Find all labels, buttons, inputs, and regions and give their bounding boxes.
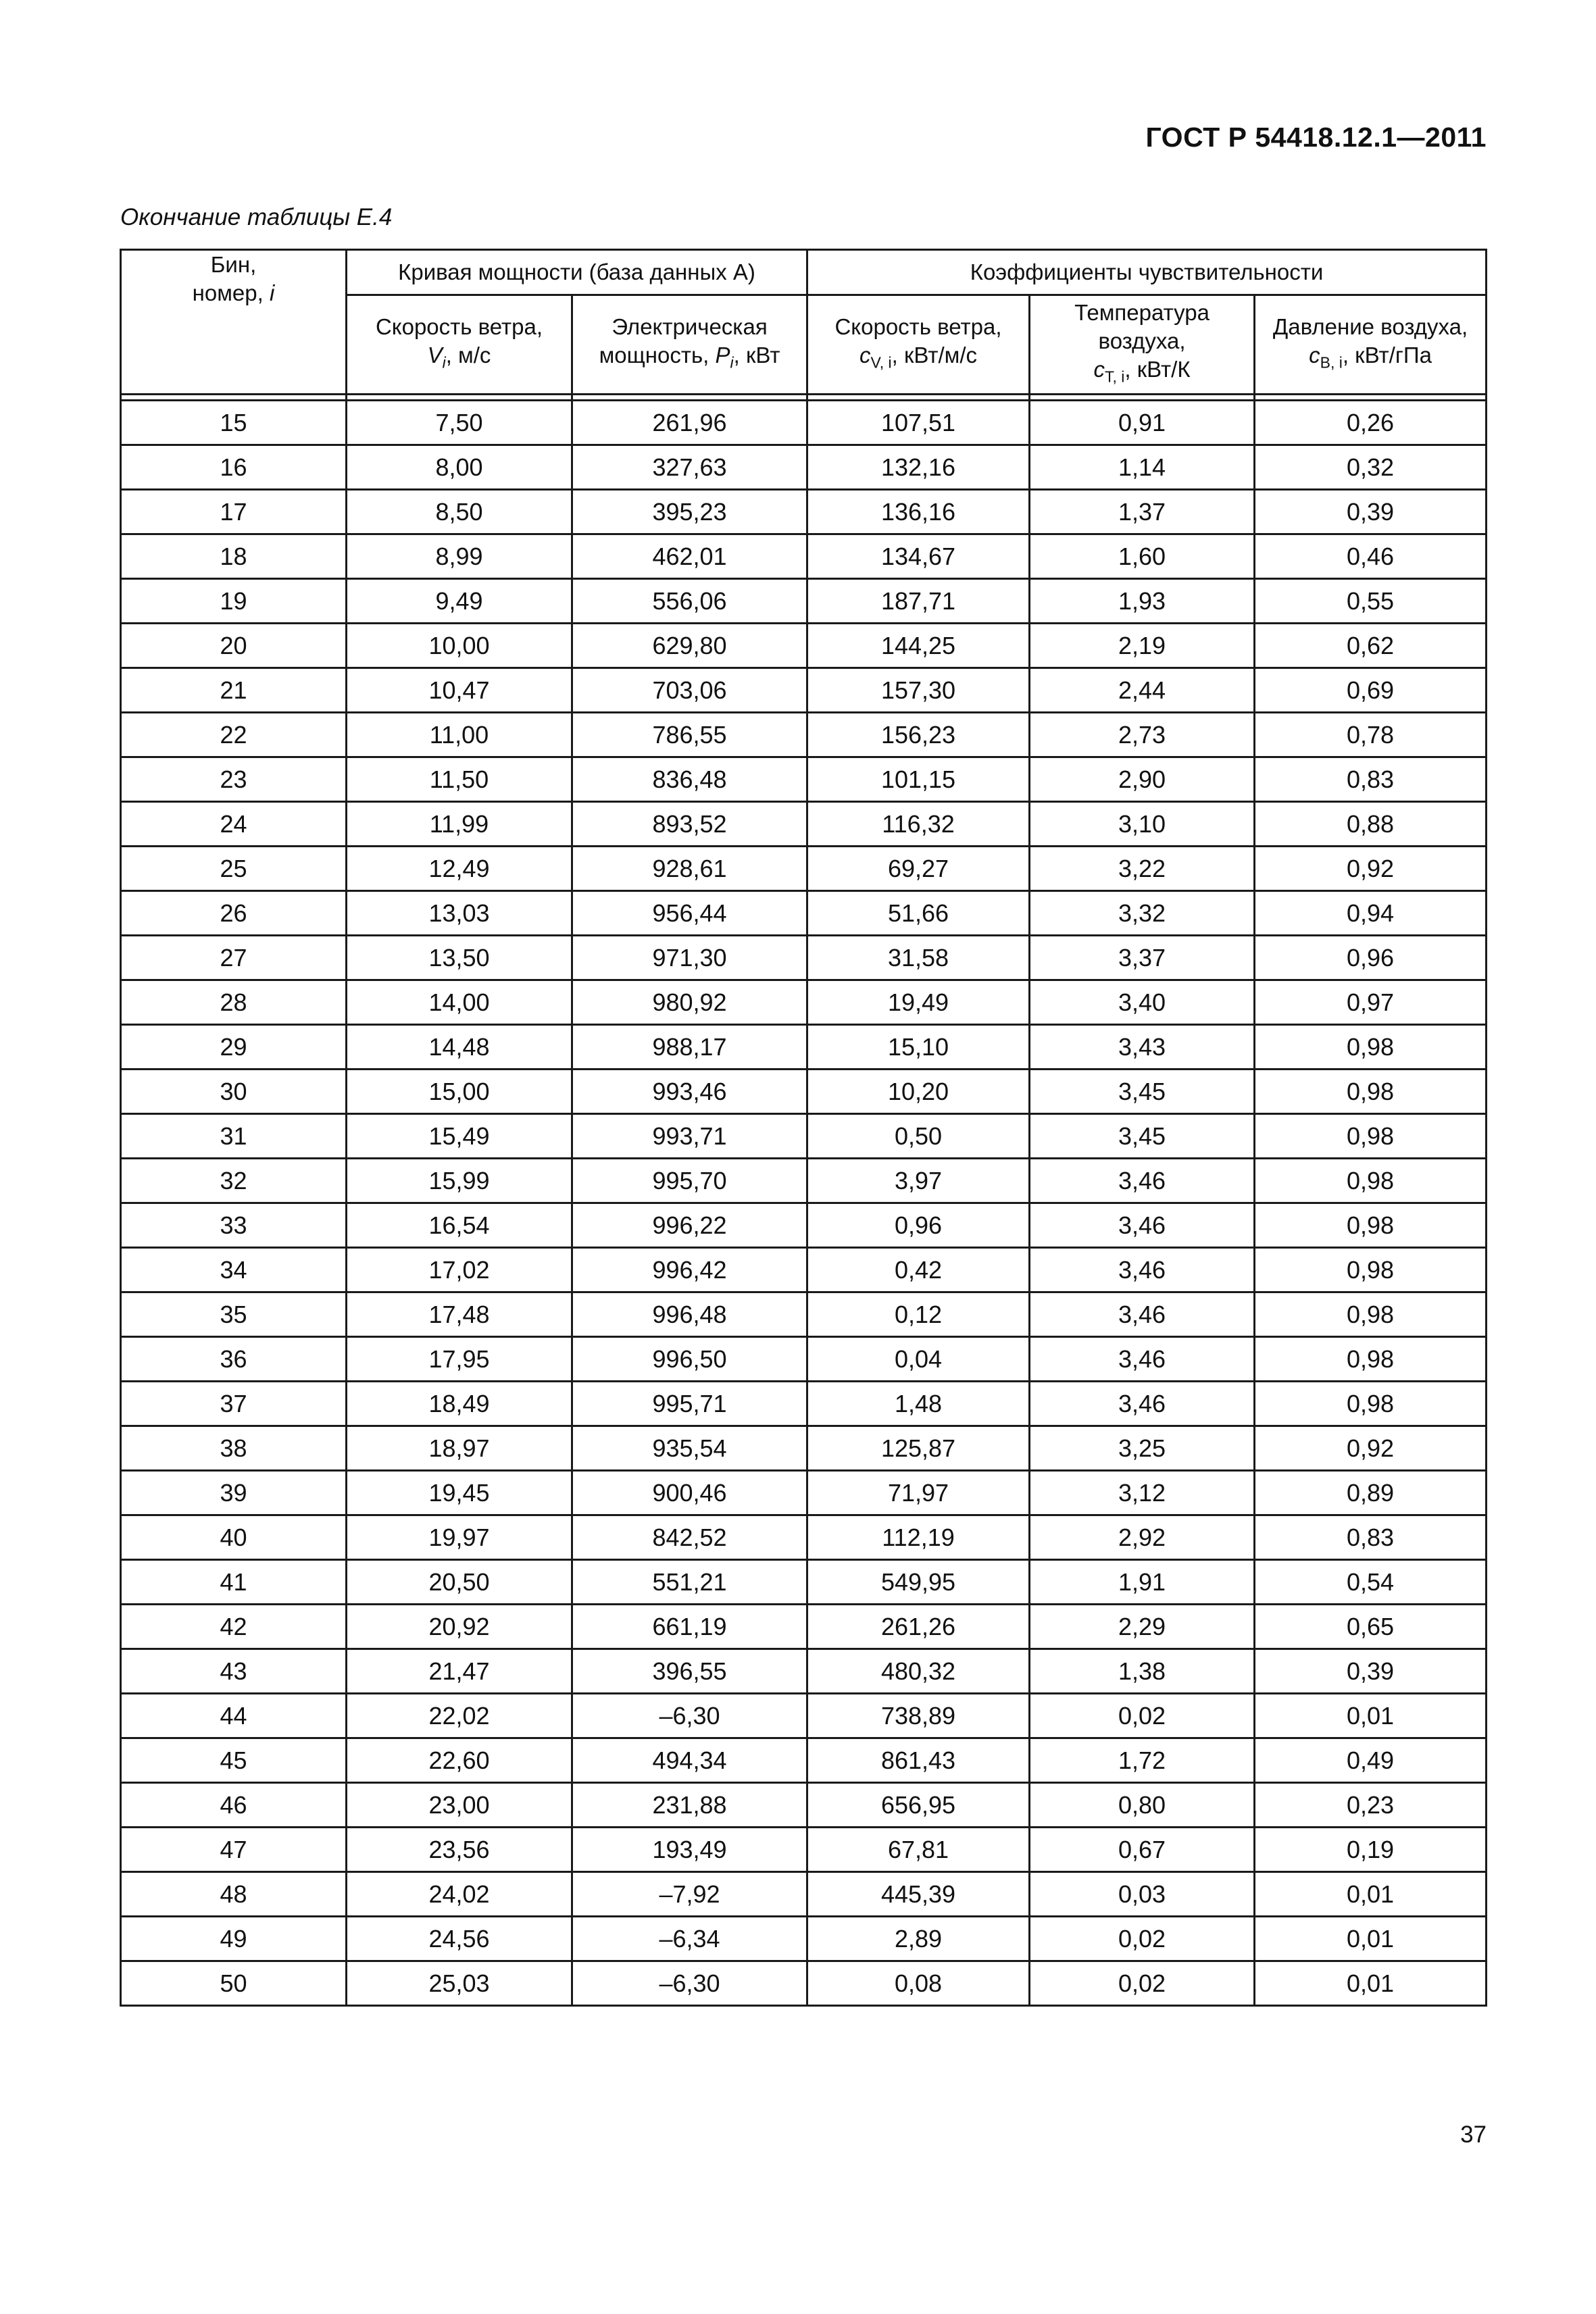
ct-cell: 2,44 <box>1030 668 1255 713</box>
cv-cell: 144,25 <box>807 624 1030 668</box>
ct-cell: 3,37 <box>1030 936 1255 980</box>
ct-cell: 1,91 <box>1030 1560 1255 1605</box>
bin-number-cell: 44 <box>121 1694 347 1738</box>
separator-cell <box>1030 395 1255 401</box>
cb-cell: 0,98 <box>1255 1292 1487 1337</box>
electric-power-cell: 988,17 <box>572 1025 807 1070</box>
ct-cell: 3,43 <box>1030 1025 1255 1070</box>
bin-number-cell: 31 <box>121 1114 347 1159</box>
cb-cell: 0,98 <box>1255 1337 1487 1382</box>
bin-number-cell: 49 <box>121 1917 347 1961</box>
separator-cell <box>121 395 347 401</box>
wind-speed-cell: 17,02 <box>347 1248 572 1292</box>
cv-cell: 3,97 <box>807 1159 1030 1203</box>
bin-number-cell: 38 <box>121 1426 347 1471</box>
cb-cell: 0,89 <box>1255 1471 1487 1515</box>
wind-speed-cell: 12,49 <box>347 847 572 891</box>
cb-cell: 0,55 <box>1255 579 1487 624</box>
ct-cell: 2,19 <box>1030 624 1255 668</box>
bin-number-cell: 32 <box>121 1159 347 1203</box>
cv-cell: 187,71 <box>807 579 1030 624</box>
ct-cell: 3,25 <box>1030 1426 1255 1471</box>
electric-power-cell: 396,55 <box>572 1649 807 1694</box>
electric-power-cell: 261,96 <box>572 401 807 445</box>
ct-cell: 3,45 <box>1030 1114 1255 1159</box>
cv-cell: 738,89 <box>807 1694 1030 1738</box>
cb-cell: 0,01 <box>1255 1872 1487 1917</box>
bin-header-line2: номер, <box>192 280 270 305</box>
bin-number-cell: 25 <box>121 847 347 891</box>
cv-cell: 156,23 <box>807 713 1030 757</box>
electric-power-column-header <box>572 295 807 395</box>
ct-header-line1: Температура <box>1074 299 1210 325</box>
bin-number-cell: 28 <box>121 980 347 1025</box>
cv-cell: 0,96 <box>807 1203 1030 1248</box>
wind-speed-header-line1: Скорость ветра, <box>375 313 543 339</box>
table-row <box>121 1560 1487 1605</box>
ct-cell: 0,67 <box>1030 1828 1255 1872</box>
electric-power-cell: –6,34 <box>572 1917 807 1961</box>
table-row <box>121 1961 1487 2006</box>
ct-cell: 3,40 <box>1030 980 1255 1025</box>
electric-power-cell: 893,52 <box>572 802 807 847</box>
sensitivity-group-header: Коэффициенты чувствительности <box>807 250 1487 295</box>
bin-number-cell: 40 <box>121 1515 347 1560</box>
ct-cell: 0,02 <box>1030 1961 1255 2006</box>
cv-cell: 2,89 <box>807 1917 1030 1961</box>
cb-cell: 0,65 <box>1255 1605 1487 1649</box>
electric-power-cell: 996,42 <box>572 1248 807 1292</box>
wind-speed-cell: 19,97 <box>347 1515 572 1560</box>
electric-power-cell: 786,55 <box>572 713 807 757</box>
electric-power-cell: 993,71 <box>572 1114 807 1159</box>
wind-speed-cell: 17,48 <box>347 1292 572 1337</box>
cv-cell: 134,67 <box>807 534 1030 579</box>
bin-number-cell: 50 <box>121 1961 347 2006</box>
cb-cell: 0,98 <box>1255 1248 1487 1292</box>
table-row <box>121 1159 1487 1203</box>
electric-power-cell: –7,92 <box>572 1872 807 1917</box>
header-row-groups <box>121 250 1487 295</box>
table-row <box>121 1738 1487 1783</box>
electric-power-cell: –6,30 <box>572 1961 807 2006</box>
bin-number-cell: 24 <box>121 802 347 847</box>
bin-number-cell: 46 <box>121 1783 347 1828</box>
cb-cell: 0,97 <box>1255 980 1487 1025</box>
ct-cell: 3,32 <box>1030 891 1255 936</box>
table-row <box>121 1471 1487 1515</box>
wind-speed-cell: 24,56 <box>347 1917 572 1961</box>
table-body <box>121 401 1487 2006</box>
cv-cell: 107,51 <box>807 401 1030 445</box>
ct-header-var: c <box>1093 356 1105 382</box>
bin-number-cell: 43 <box>121 1649 347 1694</box>
wind-speed-cell: 8,50 <box>347 490 572 534</box>
electric-power-cell: 996,48 <box>572 1292 807 1337</box>
cv-cell: 19,49 <box>807 980 1030 1025</box>
table-row <box>121 534 1487 579</box>
cv-cell: 261,26 <box>807 1605 1030 1649</box>
cv-cell: 101,15 <box>807 757 1030 802</box>
bin-number-cell: 47 <box>121 1828 347 1872</box>
cb-cell: 0,98 <box>1255 1382 1487 1426</box>
electric-power-cell: 231,88 <box>572 1783 807 1828</box>
bin-number-cell: 48 <box>121 1872 347 1917</box>
table-row <box>121 1605 1487 1649</box>
table-row <box>121 1694 1487 1738</box>
electric-power-cell: 551,21 <box>572 1560 807 1605</box>
cb-cell: 0,54 <box>1255 1560 1487 1605</box>
cb-header-unit: , кВт/гПа <box>1342 342 1432 368</box>
wind-speed-cell: 22,60 <box>347 1738 572 1783</box>
wind-speed-cell: 15,49 <box>347 1114 572 1159</box>
electric-power-cell: 842,52 <box>572 1515 807 1560</box>
cb-cell: 0,83 <box>1255 757 1487 802</box>
cb-header-var: c <box>1309 342 1320 368</box>
ct-cell: 3,46 <box>1030 1159 1255 1203</box>
wind-speed-cell: 20,50 <box>347 1560 572 1605</box>
cb-cell: 0,98 <box>1255 1203 1487 1248</box>
table-row <box>121 1025 1487 1070</box>
bin-number-cell: 23 <box>121 757 347 802</box>
ct-cell: 0,80 <box>1030 1783 1255 1828</box>
wind-speed-cell: 14,48 <box>347 1025 572 1070</box>
ct-cell: 3,46 <box>1030 1337 1255 1382</box>
wind-speed-header-unit: , м/с <box>445 342 491 368</box>
cb-cell: 0,83 <box>1255 1515 1487 1560</box>
ct-cell: 1,72 <box>1030 1738 1255 1783</box>
cb-cell: 0,01 <box>1255 1917 1487 1961</box>
electric-power-cell: 193,49 <box>572 1828 807 1872</box>
cv-header-sub: V, i <box>870 353 892 372</box>
table-row <box>121 1382 1487 1426</box>
cv-cell: 1,48 <box>807 1382 1030 1426</box>
wind-speed-cell: 10,00 <box>347 624 572 668</box>
bin-number-cell: 41 <box>121 1560 347 1605</box>
electric-power-cell: 661,19 <box>572 1605 807 1649</box>
cb-cell: 0,26 <box>1255 401 1487 445</box>
table-row <box>121 1828 1487 1872</box>
ct-cell: 0,02 <box>1030 1694 1255 1738</box>
electric-power-cell: 995,71 <box>572 1382 807 1426</box>
cv-cell: 15,10 <box>807 1025 1030 1070</box>
ct-cell: 3,46 <box>1030 1382 1255 1426</box>
cb-cell: 0,49 <box>1255 1738 1487 1783</box>
cv-cell: 480,32 <box>807 1649 1030 1694</box>
ct-cell: 1,60 <box>1030 534 1255 579</box>
wind-speed-cell: 18,97 <box>347 1426 572 1471</box>
bin-number-cell: 37 <box>121 1382 347 1426</box>
table-row <box>121 1114 1487 1159</box>
cb-cell: 0,98 <box>1255 1114 1487 1159</box>
cv-cell: 656,95 <box>807 1783 1030 1828</box>
cb-cell: 0,92 <box>1255 1426 1487 1471</box>
table-row <box>121 1337 1487 1382</box>
ct-cell: 2,92 <box>1030 1515 1255 1560</box>
cb-cell: 0,69 <box>1255 668 1487 713</box>
cv-cell: 10,20 <box>807 1070 1030 1114</box>
ct-cell: 1,93 <box>1030 579 1255 624</box>
table-row <box>121 1203 1487 1248</box>
ct-cell: 1,14 <box>1030 445 1255 490</box>
bin-number-cell: 42 <box>121 1605 347 1649</box>
electric-power-cell: 935,54 <box>572 1426 807 1471</box>
wind-speed-cell: 23,00 <box>347 1783 572 1828</box>
ct-cell: 3,12 <box>1030 1471 1255 1515</box>
cb-cell: 0,23 <box>1255 1783 1487 1828</box>
table-row <box>121 1248 1487 1292</box>
electric-power-cell: 836,48 <box>572 757 807 802</box>
ct-cell: 2,29 <box>1030 1605 1255 1649</box>
cv-cell: 132,16 <box>807 445 1030 490</box>
cb-cell: 0,92 <box>1255 847 1487 891</box>
ct-cell: 0,03 <box>1030 1872 1255 1917</box>
wind-speed-cell: 11,50 <box>347 757 572 802</box>
ct-cell: 2,90 <box>1030 757 1255 802</box>
bin-number-cell: 20 <box>121 624 347 668</box>
cv-cell: 0,50 <box>807 1114 1030 1159</box>
table-row <box>121 713 1487 757</box>
cv-cell: 0,08 <box>807 1961 1030 2006</box>
wind-speed-cell: 17,95 <box>347 1337 572 1382</box>
cb-cell: 0,46 <box>1255 534 1487 579</box>
ct-cell: 2,73 <box>1030 713 1255 757</box>
cb-cell: 0,98 <box>1255 1070 1487 1114</box>
bin-column-header <box>121 250 347 395</box>
cb-header-line1: Давление воздуха, <box>1272 313 1468 339</box>
wind-speed-cell: 7,50 <box>347 401 572 445</box>
table-row <box>121 980 1487 1025</box>
bin-number-cell: 36 <box>121 1337 347 1382</box>
header-separator-row <box>121 395 1487 401</box>
cv-column-header <box>807 295 1030 395</box>
table-row <box>121 1515 1487 1560</box>
cv-cell: 157,30 <box>807 668 1030 713</box>
wind-speed-cell: 15,99 <box>347 1159 572 1203</box>
cb-cell: 0,19 <box>1255 1828 1487 1872</box>
table-row <box>121 1292 1487 1337</box>
wind-speed-cell: 14,00 <box>347 980 572 1025</box>
table-row <box>121 802 1487 847</box>
wind-speed-cell: 20,92 <box>347 1605 572 1649</box>
cb-cell: 0,98 <box>1255 1025 1487 1070</box>
wind-speed-cell: 9,49 <box>347 579 572 624</box>
ct-cell: 1,38 <box>1030 1649 1255 1694</box>
cv-cell: 0,12 <box>807 1292 1030 1337</box>
ct-cell: 3,10 <box>1030 802 1255 847</box>
cb-cell: 0,39 <box>1255 490 1487 534</box>
electric-power-cell: 900,46 <box>572 1471 807 1515</box>
electric-power-cell: 462,01 <box>572 534 807 579</box>
table-row <box>121 490 1487 534</box>
cv-header-line1: Скорость ветра, <box>834 313 1002 339</box>
cb-cell: 0,78 <box>1255 713 1487 757</box>
table-row <box>121 1649 1487 1694</box>
ct-cell: 3,46 <box>1030 1203 1255 1248</box>
cb-cell: 0,01 <box>1255 1694 1487 1738</box>
power-curve-group-header: Кривая мощности (база данных А) <box>347 250 807 295</box>
wind-speed-cell: 8,99 <box>347 534 572 579</box>
electric-power-cell: 956,44 <box>572 891 807 936</box>
ct-column-header <box>1030 295 1255 395</box>
electric-power-cell: 971,30 <box>572 936 807 980</box>
table-row <box>121 1872 1487 1917</box>
ct-cell: 3,46 <box>1030 1292 1255 1337</box>
table-row <box>121 445 1487 490</box>
wind-speed-cell: 15,00 <box>347 1070 572 1114</box>
table-row <box>121 1783 1487 1828</box>
bin-number-cell: 39 <box>121 1471 347 1515</box>
ct-cell: 3,22 <box>1030 847 1255 891</box>
electric-power-cell: 928,61 <box>572 847 807 891</box>
ct-cell: 1,37 <box>1030 490 1255 534</box>
wind-speed-cell: 13,03 <box>347 891 572 936</box>
bin-number-cell: 34 <box>121 1248 347 1292</box>
wind-speed-cell: 10,47 <box>347 668 572 713</box>
electric-power-header-sub: i <box>730 353 734 372</box>
bin-number-cell: 22 <box>121 713 347 757</box>
bin-header-var: i <box>269 280 275 305</box>
wind-speed-cell: 21,47 <box>347 1649 572 1694</box>
ct-cell: 3,46 <box>1030 1248 1255 1292</box>
electric-power-cell: 556,06 <box>572 579 807 624</box>
wind-speed-cell: 19,45 <box>347 1471 572 1515</box>
table-row <box>121 757 1487 802</box>
bin-number-cell: 35 <box>121 1292 347 1337</box>
bin-number-cell: 29 <box>121 1025 347 1070</box>
cv-cell: 125,87 <box>807 1426 1030 1471</box>
wind-speed-header-var: V <box>427 342 443 368</box>
cv-cell: 69,27 <box>807 847 1030 891</box>
ct-header-line2: воздуха, <box>1098 328 1186 353</box>
bin-header-line1: Бин, <box>210 252 257 277</box>
electric-power-cell: 996,50 <box>572 1337 807 1382</box>
wind-speed-header-sub: i <box>442 353 446 372</box>
cv-cell: 861,43 <box>807 1738 1030 1783</box>
electric-power-cell: 703,06 <box>572 668 807 713</box>
bin-number-cell: 21 <box>121 668 347 713</box>
ct-cell: 0,02 <box>1030 1917 1255 1961</box>
cb-cell: 0,88 <box>1255 802 1487 847</box>
cv-cell: 116,32 <box>807 802 1030 847</box>
cb-cell: 0,39 <box>1255 1649 1487 1694</box>
electric-power-cell: 327,63 <box>572 445 807 490</box>
separator-cell <box>1255 395 1487 401</box>
wind-speed-cell: 8,00 <box>347 445 572 490</box>
cv-header-var: c <box>859 342 871 368</box>
cb-cell: 0,01 <box>1255 1961 1487 2006</box>
bin-number-cell: 33 <box>121 1203 347 1248</box>
bin-number-cell: 16 <box>121 445 347 490</box>
ct-cell: 0,91 <box>1030 401 1255 445</box>
wind-speed-cell: 18,49 <box>347 1382 572 1426</box>
cv-cell: 445,39 <box>807 1872 1030 1917</box>
cb-column-header <box>1255 295 1487 395</box>
cv-cell: 0,42 <box>807 1248 1030 1292</box>
separator-cell <box>807 395 1030 401</box>
wind-speed-column-header <box>347 295 572 395</box>
table-row <box>121 847 1487 891</box>
cb-cell: 0,62 <box>1255 624 1487 668</box>
bin-number-cell: 45 <box>121 1738 347 1783</box>
ct-header-unit: , кВт/К <box>1124 356 1191 382</box>
cv-header-unit: , кВт/м/с <box>891 342 977 368</box>
cv-cell: 112,19 <box>807 1515 1030 1560</box>
electric-power-cell: –6,30 <box>572 1694 807 1738</box>
cv-cell: 71,97 <box>807 1471 1030 1515</box>
cv-cell: 31,58 <box>807 936 1030 980</box>
cv-cell: 136,16 <box>807 490 1030 534</box>
cb-cell: 0,94 <box>1255 891 1487 936</box>
electric-power-header-line1: Электрическая <box>612 313 768 339</box>
table-row <box>121 624 1487 668</box>
electric-power-header-unit: , кВт <box>733 342 780 368</box>
cb-header-sub: B, i <box>1320 353 1343 372</box>
cv-cell: 51,66 <box>807 891 1030 936</box>
wind-speed-cell: 22,02 <box>347 1694 572 1738</box>
page-number: 37 <box>1460 2121 1487 2148</box>
cb-cell: 0,32 <box>1255 445 1487 490</box>
wind-speed-cell: 25,03 <box>347 1961 572 2006</box>
wind-speed-cell: 24,02 <box>347 1872 572 1917</box>
electric-power-header-line2: мощность, <box>599 342 716 368</box>
cv-cell: 549,95 <box>807 1560 1030 1605</box>
table-row <box>121 668 1487 713</box>
cv-cell: 0,04 <box>807 1337 1030 1382</box>
cb-cell: 0,96 <box>1255 936 1487 980</box>
table-row <box>121 401 1487 445</box>
table-row <box>121 1070 1487 1114</box>
separator-cell <box>347 395 572 401</box>
wind-speed-cell: 13,50 <box>347 936 572 980</box>
electric-power-cell: 395,23 <box>572 490 807 534</box>
wind-speed-cell: 16,54 <box>347 1203 572 1248</box>
cb-cell: 0,98 <box>1255 1159 1487 1203</box>
bin-number-cell: 15 <box>121 401 347 445</box>
electric-power-header-var: P <box>715 342 730 368</box>
electric-power-cell: 629,80 <box>572 624 807 668</box>
bin-number-cell: 26 <box>121 891 347 936</box>
bin-number-cell: 27 <box>121 936 347 980</box>
table-row <box>121 1426 1487 1471</box>
sensitivity-table <box>120 249 1487 2007</box>
wind-speed-cell: 23,56 <box>347 1828 572 1872</box>
electric-power-cell: 996,22 <box>572 1203 807 1248</box>
bin-number-cell: 18 <box>121 534 347 579</box>
bin-number-cell: 19 <box>121 579 347 624</box>
table-row <box>121 1917 1487 1961</box>
electric-power-cell: 980,92 <box>572 980 807 1025</box>
wind-speed-cell: 11,00 <box>347 713 572 757</box>
electric-power-cell: 494,34 <box>572 1738 807 1783</box>
document-code: ГОСТ Р 54418.12.1—2011 <box>1145 122 1487 153</box>
cv-cell: 67,81 <box>807 1828 1030 1872</box>
electric-power-cell: 993,46 <box>572 1070 807 1114</box>
table-row <box>121 936 1487 980</box>
electric-power-cell: 995,70 <box>572 1159 807 1203</box>
ct-header-sub: T, i <box>1104 368 1125 386</box>
separator-cell <box>572 395 807 401</box>
bin-number-cell: 17 <box>121 490 347 534</box>
table-row <box>121 579 1487 624</box>
table-caption: Окончание таблицы Е.4 <box>120 204 393 230</box>
ct-cell: 3,45 <box>1030 1070 1255 1114</box>
table-row <box>121 891 1487 936</box>
bin-number-cell: 30 <box>121 1070 347 1114</box>
wind-speed-cell: 11,99 <box>347 802 572 847</box>
